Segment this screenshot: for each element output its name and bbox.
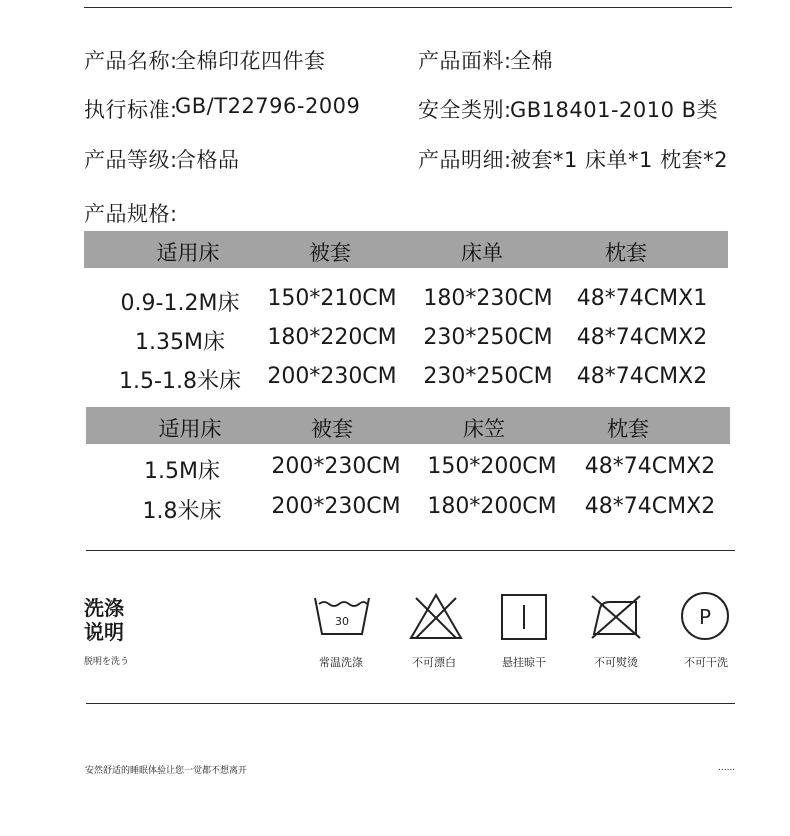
table1-cell-bed: 0.9-1.2M床 bbox=[120, 291, 240, 316]
table2-cell-quilt: 200*230CM bbox=[271, 494, 401, 519]
care-title-line2: 说明 bbox=[84, 620, 124, 644]
detail-value: 被套*1 床单*1 枕套*2 bbox=[510, 148, 728, 172]
table1-header-quilt: 被套 bbox=[309, 241, 351, 265]
care-subtitle: 脱明を洗う bbox=[84, 657, 130, 667]
table1-header-sheet: 床单 bbox=[461, 241, 503, 265]
no-bleach-icon bbox=[408, 592, 464, 642]
footer-dots: ...... bbox=[718, 763, 736, 773]
care-top-divider bbox=[86, 550, 735, 551]
wash-30-icon bbox=[312, 594, 372, 640]
detail-label: 产品明细: bbox=[418, 148, 512, 172]
table1-cell-bed: 1.35M床 bbox=[135, 330, 225, 355]
standard-label: 执行标准: bbox=[84, 98, 178, 122]
no-dry-clean-icon bbox=[680, 591, 730, 641]
hang-dry-label: 悬挂晾干 bbox=[502, 656, 546, 669]
table2-header-pillow: 枕套 bbox=[607, 417, 649, 441]
dry-clean-letter: P bbox=[698, 605, 712, 629]
top-divider bbox=[84, 7, 732, 8]
hang-dry-icon bbox=[500, 593, 548, 641]
table2-header bbox=[86, 407, 730, 444]
no-dry-clean-label: 不可干洗 bbox=[684, 656, 728, 669]
no-iron-icon bbox=[590, 594, 642, 640]
name-label: 产品名称: bbox=[84, 49, 178, 73]
table2-cell-pillow: 48*74CMX2 bbox=[584, 494, 716, 519]
table2-cell-bed: 1.8米床 bbox=[142, 499, 222, 524]
table1-header-bed: 适用床 bbox=[156, 241, 220, 265]
no-bleach-label: 不可漂白 bbox=[412, 656, 456, 669]
table1-cell-pillow: 48*74CMX2 bbox=[576, 364, 708, 389]
name-value: 全棉印花四件套 bbox=[175, 49, 326, 73]
table2-header-bed: 适用床 bbox=[158, 417, 222, 441]
table2-cell-pillow: 48*74CMX2 bbox=[584, 454, 716, 479]
no-iron-label: 不可熨烫 bbox=[594, 656, 638, 669]
standard-value: GB/T22796-2009 bbox=[175, 94, 361, 118]
care-title-line1: 洗涤 bbox=[84, 596, 124, 620]
fabric-value: 全棉 bbox=[510, 49, 553, 73]
grade-value: 合格品 bbox=[175, 148, 240, 172]
table2-cell-quilt: 200*230CM bbox=[271, 454, 401, 479]
table1-cell-sheet: 230*250CM bbox=[423, 364, 553, 389]
table2-cell-fitted-sheet: 180*200CM bbox=[427, 494, 557, 519]
table1-cell-sheet: 180*230CM bbox=[423, 286, 553, 311]
table1-header bbox=[84, 231, 728, 268]
safety-label: 安全类别: bbox=[418, 98, 512, 122]
table1-cell-pillow: 48*74CMX2 bbox=[576, 325, 708, 350]
fabric-label: 产品面料: bbox=[418, 49, 512, 73]
spec-label: 产品规格: bbox=[84, 202, 178, 226]
table2-header-quilt: 被套 bbox=[311, 417, 353, 441]
table2-header-fitted-sheet: 床笠 bbox=[463, 417, 505, 441]
care-bottom-divider bbox=[86, 703, 735, 704]
table1-cell-bed: 1.5-1.8米床 bbox=[119, 369, 241, 394]
care-title bbox=[84, 596, 124, 644]
table1-cell-quilt: 150*210CM bbox=[267, 286, 397, 311]
table1-cell-quilt: 200*230CM bbox=[267, 364, 397, 389]
table2-cell-bed: 1.5M床 bbox=[144, 459, 220, 484]
footer-slogan: 安然舒适的睡眠体验让您一觉都不想离开 bbox=[85, 766, 248, 776]
grade-label: 产品等级: bbox=[84, 148, 178, 172]
wash-label: 常温洗涤 bbox=[319, 656, 363, 669]
safety-value: GB18401-2010 B类 bbox=[510, 98, 719, 122]
table2-cell-fitted-sheet: 150*200CM bbox=[427, 454, 557, 479]
table1-header-pillow: 枕套 bbox=[605, 241, 647, 265]
table1-cell-sheet: 230*250CM bbox=[423, 325, 553, 350]
wash-temp-text: 30 bbox=[335, 615, 349, 628]
table1-cell-pillow: 48*74CMX1 bbox=[576, 286, 708, 311]
table1-cell-quilt: 180*220CM bbox=[267, 325, 397, 350]
